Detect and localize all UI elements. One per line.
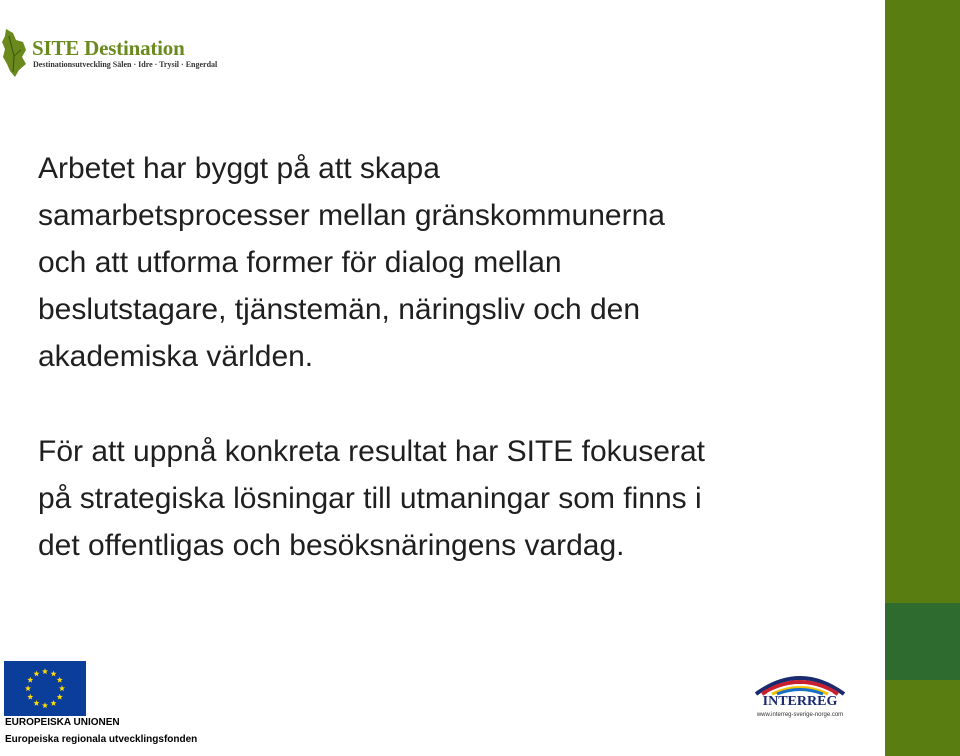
text-line: beslutstagare, tjänstemän, näringsliv och den [38,293,641,326]
paragraph-cooperation [38,145,838,380]
interreg-name: INTERREG [762,694,838,709]
paragraph-results [38,428,858,569]
text-line: samarbetsprocesser mellan gränskommunerna [38,199,665,232]
eu-fund-label: Europeiska regionala utvecklingsfonden [5,734,198,745]
side-bar-top-segment [885,0,960,603]
side-bar-bottom-segment [885,680,960,756]
text-line: Arbetet har byggt på att skapa [38,152,440,185]
logo-title: SITE Destination [32,36,185,60]
text-line: akademiska världen. [38,340,314,373]
text-line: För att uppnå konkreta resultat har SITE fokuserat [38,435,706,468]
decorative-side-bar [885,0,960,756]
text-line: det offentligas och besöksnäringens vardag. [38,529,625,562]
leaf-map-icon [0,26,32,78]
eu-flag-icon [4,661,86,716]
interreg-url: www.interreg-sverige-norge.com [756,712,844,718]
eu-union-label: EUROPEISKA UNIONEN [5,717,120,728]
logo-subtitle: Destinationsutveckling Sälen · Idre · Trysil · Engerdal [33,60,218,69]
side-bar-middle-segment [885,603,960,680]
text-line: på strategiska lösningar till utmaningar som finns i [38,482,702,515]
text-line: och att utforma former för dialog mellan [38,246,562,279]
